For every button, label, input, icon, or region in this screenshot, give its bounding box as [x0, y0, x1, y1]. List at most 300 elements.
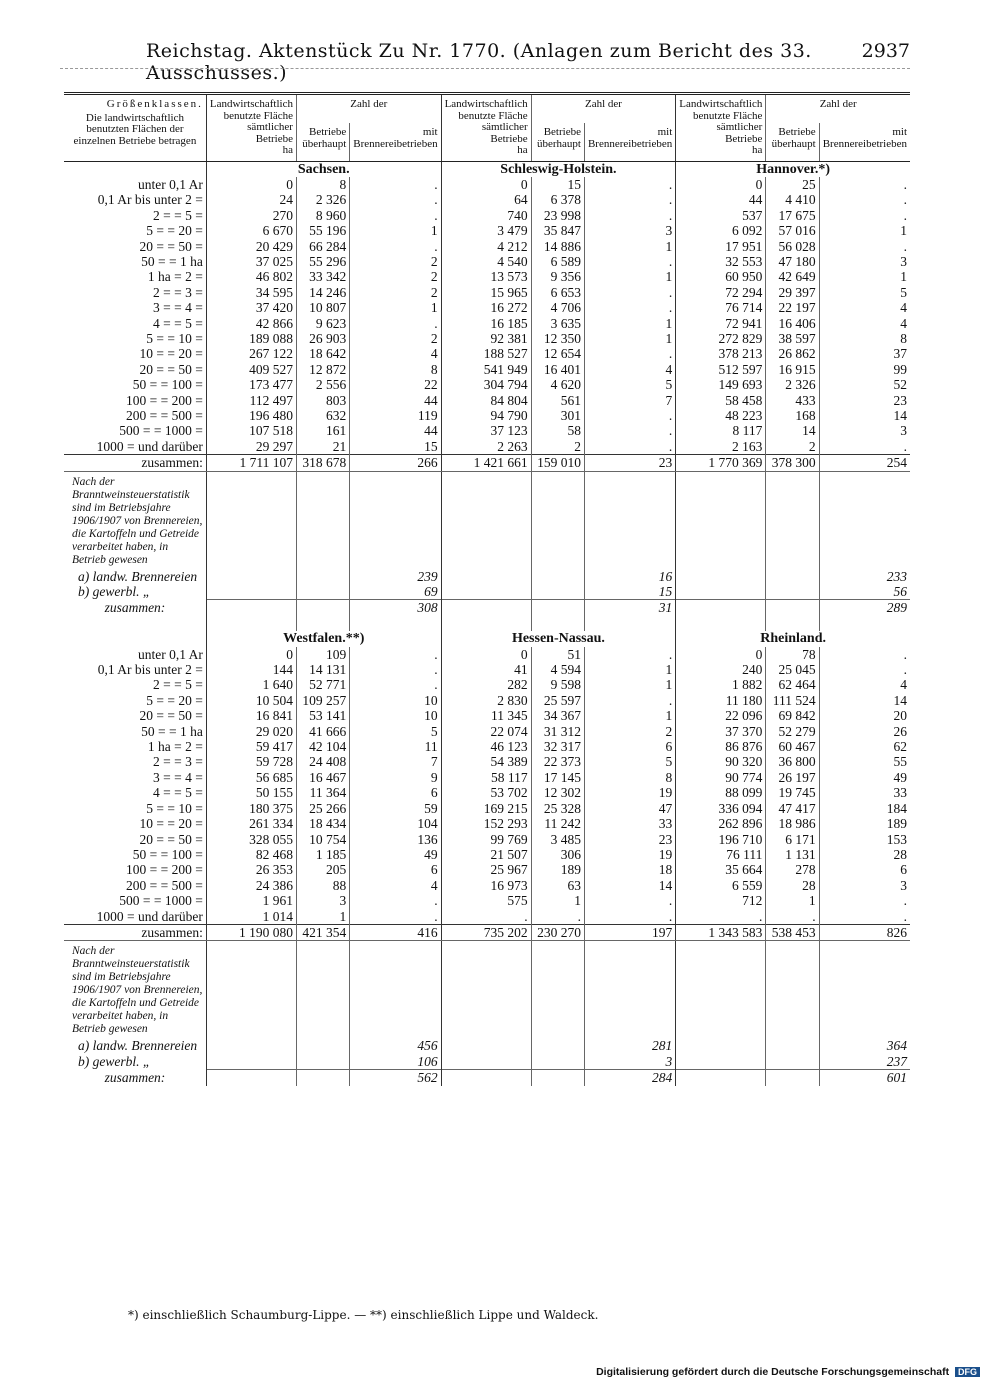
data-cell: 35 847 — [531, 223, 584, 238]
data-cell: 33 — [893, 785, 907, 801]
distillery-count: 15 — [584, 584, 675, 600]
data-cell: 34 367 — [531, 708, 584, 723]
empty-cell — [766, 584, 819, 600]
data-cell: 189 — [531, 862, 584, 877]
data-cell: 26 903 — [296, 331, 349, 346]
size-class-label: 100 = = 200 = — [64, 862, 206, 877]
data-cell: 8 960 — [296, 208, 349, 223]
data-cell: 11 180 — [676, 693, 766, 708]
data-cell: 25 967 — [441, 862, 531, 877]
size-class-label: 10 = = 20 = — [64, 346, 206, 361]
data-cell: 99 769 — [441, 832, 531, 847]
data-cell: 512 597 — [676, 362, 766, 377]
data-cell: 56 685 — [206, 770, 296, 785]
data-cell: 62 — [893, 739, 907, 755]
data-cell: 7 — [584, 393, 675, 408]
data-cell: . — [350, 909, 441, 925]
data-cell: 561 — [531, 393, 584, 408]
data-cell: 433 — [766, 393, 819, 408]
data-cell: 1 — [584, 662, 675, 677]
empty-cell — [676, 569, 766, 584]
data-cell: 4 540 — [441, 254, 531, 269]
data-cell: 104 — [350, 816, 441, 831]
label-column-header: Größenklassen. Die landwirtschaftlich benutzten Flächen der einzelnen Betriebe betragen — [64, 94, 206, 162]
betriebe-header-3: Betriebe überhaupt — [766, 123, 819, 161]
data-cell: 11 364 — [296, 785, 349, 800]
data-cell: 15 — [350, 439, 441, 455]
data-cell: 50 155 — [206, 785, 296, 800]
data-cell: 53 702 — [441, 785, 531, 800]
data-cell: 632 — [296, 408, 349, 423]
data-cell: 58 117 — [441, 770, 531, 785]
data-cell: 1 — [900, 269, 907, 285]
data-cell: 240 — [676, 662, 766, 677]
data-cell: . — [350, 893, 441, 908]
empty-cell — [441, 941, 531, 1039]
empty-cell — [441, 1070, 531, 1086]
region-label-spacer — [64, 631, 206, 646]
data-cell: 44 — [350, 393, 441, 408]
region-title: Westfalen.**) — [206, 631, 441, 646]
mit-header-1: mit Brennereibetrieben — [350, 123, 441, 161]
data-cell: 28 — [893, 846, 907, 862]
data-cell: 1 882 — [676, 677, 766, 692]
data-cell: 740 — [441, 208, 531, 223]
distillery-count: 456 — [350, 1038, 441, 1053]
data-cell: 144 — [206, 662, 296, 677]
size-class-label: 50 = = 100 = — [64, 847, 206, 862]
data-cell: 52 279 — [766, 724, 819, 739]
total-cell: 1 711 107 — [206, 455, 296, 471]
empty-cell — [441, 1054, 531, 1070]
data-cell: . — [903, 192, 907, 208]
data-cell: . — [903, 207, 907, 223]
table-row — [64, 662, 910, 677]
data-cell: 59 417 — [206, 739, 296, 754]
data-cell: 92 381 — [441, 331, 531, 346]
spacer-cell — [296, 616, 349, 631]
data-cell: 3 — [584, 223, 675, 238]
size-class-label: unter 0,1 Ar — [64, 177, 206, 192]
data-cell: 37 — [893, 346, 907, 362]
data-cell: . — [350, 316, 441, 331]
total-label: zusammen: — [64, 455, 206, 471]
data-cell: 188 527 — [441, 346, 531, 361]
size-class-label: 2 = = 5 = — [64, 677, 206, 692]
empty-cell — [296, 584, 349, 600]
size-class-label: 1000 = und darüber — [64, 439, 206, 455]
header-rule — [60, 68, 910, 69]
data-cell: 25 328 — [531, 801, 584, 816]
data-cell: 4 706 — [531, 300, 584, 315]
data-cell: 46 123 — [441, 739, 531, 754]
data-cell: 5 — [584, 377, 675, 392]
size-class-label: 5 = = 10 = — [64, 331, 206, 346]
data-cell: 0 — [441, 647, 531, 662]
data-cell: . — [350, 239, 441, 254]
data-cell: 0 — [206, 177, 296, 192]
betriebe-header-1: Betriebe überhaupt — [296, 123, 349, 161]
data-cell: 189 — [886, 816, 907, 832]
data-cell: 180 375 — [206, 801, 296, 816]
data-cell: 16 401 — [531, 362, 584, 377]
empty-cell — [531, 1070, 584, 1086]
landw-row-label: a) landw. Brennereien — [64, 569, 206, 584]
data-cell: 52 771 — [296, 677, 349, 692]
total-cell: 159 010 — [531, 455, 584, 471]
data-cell: 25 266 — [296, 801, 349, 816]
data-cell: 6 670 — [206, 223, 296, 238]
data-cell: 10 — [350, 693, 441, 708]
size-class-label: 5 = = 10 = — [64, 801, 206, 816]
empty-cell — [441, 471, 531, 569]
data-cell: 161 — [296, 423, 349, 438]
region-title: Rheinland. — [760, 631, 826, 647]
data-cell: . — [350, 647, 441, 662]
data-cell: . — [766, 909, 819, 925]
size-class-label: 100 = = 200 = — [64, 393, 206, 408]
data-cell: 26 — [893, 723, 907, 739]
data-cell: 46 802 — [206, 269, 296, 284]
data-cell: 28 — [766, 878, 819, 893]
data-cell: 3 479 — [441, 223, 531, 238]
distillery-count: 106 — [350, 1054, 441, 1070]
data-cell: 2 — [350, 269, 441, 284]
table-row — [64, 439, 910, 455]
data-cell: 1 — [584, 677, 675, 692]
data-cell: 109 257 — [296, 693, 349, 708]
data-cell: . — [584, 893, 675, 908]
data-cell: 38 597 — [766, 331, 819, 346]
spacer-cell — [676, 616, 766, 631]
region-title: Hannover.*) — [756, 161, 831, 177]
data-cell: 22 373 — [531, 754, 584, 769]
data-cell: . — [350, 208, 441, 223]
data-cell: . — [584, 285, 675, 300]
empty-cell — [584, 471, 675, 569]
data-cell: 2 — [531, 439, 584, 455]
data-cell: . — [584, 423, 675, 438]
data-cell: 22 096 — [676, 708, 766, 723]
size-class-label: 50 = = 1 ha — [64, 724, 206, 739]
distillery-count: 289 — [819, 600, 910, 616]
data-cell: 55 196 — [296, 223, 349, 238]
data-cell: 2 — [584, 724, 675, 739]
data-cell: 4 — [900, 300, 907, 316]
dfg-logo: DFG — [955, 1367, 980, 1377]
empty-cell — [531, 1054, 584, 1070]
data-cell: 112 497 — [206, 393, 296, 408]
distillery-count: 69 — [350, 584, 441, 600]
total-cell: 1 343 583 — [676, 924, 766, 940]
data-cell: . — [584, 909, 675, 925]
empty-cell — [766, 600, 819, 616]
table-row — [64, 801, 910, 816]
empty-cell — [206, 1054, 296, 1070]
data-cell: 52 — [893, 377, 907, 393]
table-row — [64, 362, 910, 377]
data-cell: 267 122 — [206, 346, 296, 361]
data-cell: . — [531, 909, 584, 925]
data-cell: 14 — [893, 408, 907, 423]
data-cell: 18 986 — [766, 816, 819, 831]
table-row — [64, 785, 910, 800]
data-cell: 12 654 — [531, 346, 584, 361]
table-row — [64, 693, 910, 708]
size-class-label: 500 = = 1000 = — [64, 893, 206, 908]
landw-row — [64, 1038, 910, 1053]
data-cell: 109 — [296, 647, 349, 662]
data-cell: 21 507 — [441, 847, 531, 862]
total-cell: 1 770 369 — [676, 455, 766, 471]
footnote: *) einschließlich Schaumburg-Lippe. — **) einschließlich Lippe und Waldeck. — [128, 1308, 599, 1322]
area-header-3: Landwirtschaftlich benutzte Fläche sämtlicher Betriebe ha — [676, 94, 766, 162]
data-cell: 3 — [900, 253, 907, 269]
data-cell: 53 141 — [296, 708, 349, 723]
data-cell: 6 171 — [766, 832, 819, 847]
data-cell: 2 — [350, 331, 441, 346]
distillery-count: 233 — [886, 568, 907, 584]
data-cell: 12 872 — [296, 362, 349, 377]
data-cell: 42 104 — [296, 739, 349, 754]
empty-cell — [296, 569, 349, 584]
size-class-label: 10 = = 20 = — [64, 816, 206, 831]
data-cell: 306 — [531, 847, 584, 862]
data-cell: 18 — [584, 862, 675, 877]
data-cell: 1 961 — [206, 893, 296, 908]
data-cell: 51 — [531, 647, 584, 662]
spacer-cell — [441, 616, 531, 631]
data-cell: 34 595 — [206, 285, 296, 300]
data-cell: 8 — [350, 362, 441, 377]
empty-cell — [441, 600, 531, 616]
data-cell: 84 804 — [441, 393, 531, 408]
empty-cell — [296, 471, 349, 569]
total-cell: 318 678 — [296, 455, 349, 471]
spacer-cell — [64, 616, 206, 631]
data-cell: 16 467 — [296, 770, 349, 785]
gewerbl-row — [64, 584, 910, 600]
size-class-label: 20 = = 50 = — [64, 832, 206, 847]
data-cell: 64 — [441, 192, 531, 207]
data-cell: 270 — [206, 208, 296, 223]
credit-line: Digitalisierung gefördert durch die Deutsche Forschungsgemeinschaft DFG — [596, 1366, 980, 1378]
size-class-label: 5 = = 20 = — [64, 223, 206, 238]
table-row — [64, 192, 910, 207]
mit-header-2: mit Brennereibetrieben — [584, 123, 675, 161]
data-cell: 57 016 — [766, 223, 819, 238]
data-cell: 36 800 — [766, 754, 819, 769]
data-cell: 262 896 — [676, 816, 766, 831]
data-cell: 55 — [893, 754, 907, 770]
data-cell: 18 642 — [296, 346, 349, 361]
data-cell: 22 — [350, 377, 441, 392]
data-cell: 22 197 — [766, 300, 819, 315]
data-cell: 8 — [584, 770, 675, 785]
data-cell: 196 710 — [676, 832, 766, 847]
data-cell: . — [350, 662, 441, 677]
data-cell: 6 — [350, 785, 441, 800]
data-cell: 49 — [893, 769, 907, 785]
data-cell: 712 — [676, 893, 766, 908]
zahl-der-header-3: Zahl der — [766, 94, 910, 124]
data-cell: 59 — [350, 801, 441, 816]
data-cell: . — [903, 176, 907, 192]
data-cell: 1 — [584, 708, 675, 723]
data-cell: 13 573 — [441, 269, 531, 284]
data-cell: 41 666 — [296, 724, 349, 739]
size-class-label: unter 0,1 Ar — [64, 647, 206, 662]
data-cell: 12 302 — [531, 785, 584, 800]
distillery-count: 601 — [819, 1070, 910, 1086]
total-cell: 23 — [584, 455, 675, 471]
table-row — [64, 408, 910, 423]
total-cell: 266 — [350, 455, 441, 471]
data-cell: 58 458 — [676, 393, 766, 408]
data-cell: 8 — [900, 330, 907, 346]
data-cell: . — [584, 208, 675, 223]
data-cell: 24 386 — [206, 878, 296, 893]
data-cell: 41 — [441, 662, 531, 677]
data-cell: 18 434 — [296, 816, 349, 831]
data-cell: 8 — [296, 177, 349, 192]
size-class-label: 20 = = 50 = — [64, 239, 206, 254]
data-cell: 1 — [584, 316, 675, 331]
empty-cell — [676, 1070, 766, 1086]
table-row — [64, 331, 910, 346]
size-class-label: 1000 = und darüber — [64, 909, 206, 925]
size-class-label: 0,1 Ar bis unter 2 = — [64, 192, 206, 207]
empty-cell — [766, 1070, 819, 1086]
data-cell: 99 — [893, 361, 907, 377]
data-cell: 4 — [584, 362, 675, 377]
data-cell: 189 088 — [206, 331, 296, 346]
size-class-label: 4 = = 5 = — [64, 316, 206, 331]
data-cell: 8 117 — [676, 423, 766, 438]
empty-cell — [584, 941, 675, 1039]
zusammen-row — [64, 1070, 910, 1086]
data-cell: 66 284 — [296, 239, 349, 254]
size-class-label: 20 = = 50 = — [64, 708, 206, 723]
size-class-label: 500 = = 1000 = — [64, 423, 206, 438]
total-label: zusammen: — [64, 924, 206, 940]
data-cell: 4 212 — [441, 239, 531, 254]
data-cell: 3 635 — [531, 316, 584, 331]
data-cell: 15 — [531, 177, 584, 192]
data-cell: 78 — [766, 647, 819, 662]
data-cell: 72 941 — [676, 316, 766, 331]
data-cell: 6 — [350, 862, 441, 877]
data-cell: . — [903, 662, 907, 678]
table-row — [64, 909, 910, 925]
total-cell: 1 421 661 — [441, 455, 531, 471]
data-cell: 378 213 — [676, 346, 766, 361]
table-row — [64, 739, 910, 754]
data-cell: 37 370 — [676, 724, 766, 739]
data-cell: 31 312 — [531, 724, 584, 739]
table-row — [64, 423, 910, 438]
data-cell: 6 092 — [676, 223, 766, 238]
data-cell: 25 045 — [766, 662, 819, 677]
gewerbl-row — [64, 1054, 910, 1070]
data-cell: 304 794 — [441, 377, 531, 392]
table-row — [64, 377, 910, 392]
size-class-label: 0,1 Ar bis unter 2 = — [64, 662, 206, 677]
data-cell: 6 — [584, 739, 675, 754]
data-cell: 136 — [350, 832, 441, 847]
data-cell: . — [903, 438, 907, 454]
data-cell: 3 — [900, 877, 907, 893]
table-row — [64, 893, 910, 908]
data-cell: . — [584, 647, 675, 662]
page-header — [60, 38, 910, 84]
empty-cell — [296, 1054, 349, 1070]
empty-cell — [206, 1070, 296, 1086]
data-cell: 88 099 — [676, 785, 766, 800]
data-cell: . — [903, 238, 907, 254]
data-cell: 60 950 — [676, 269, 766, 284]
data-cell: 2 326 — [766, 377, 819, 392]
data-cell: 94 790 — [441, 408, 531, 423]
empty-cell — [766, 1054, 819, 1070]
data-cell: 15 965 — [441, 285, 531, 300]
gewerbl-row-label: b) gewerbl. „ — [64, 584, 206, 600]
data-cell: 272 829 — [676, 331, 766, 346]
data-cell: 76 111 — [676, 847, 766, 862]
data-cell: 26 862 — [766, 346, 819, 361]
data-cell: . — [584, 192, 675, 207]
table-row — [64, 816, 910, 831]
zahl-der-header-1: Zahl der — [296, 94, 441, 124]
data-cell: 1 — [900, 223, 907, 239]
betriebe-header-2: Betriebe überhaupt — [531, 123, 584, 161]
data-cell: 149 693 — [676, 377, 766, 392]
data-cell: 29 297 — [206, 439, 296, 455]
data-cell: 11 — [350, 739, 441, 754]
empty-cell — [441, 1038, 531, 1053]
total-cell: 1 190 080 — [206, 924, 296, 940]
data-cell: 16 915 — [766, 362, 819, 377]
data-cell: 2 163 — [676, 439, 766, 455]
data-cell: 1 — [350, 300, 441, 315]
empty-cell — [766, 941, 819, 1039]
data-cell: 21 — [296, 439, 349, 455]
data-cell: 60 467 — [766, 739, 819, 754]
data-cell: 301 — [531, 408, 584, 423]
data-cell: 409 527 — [206, 362, 296, 377]
data-cell: 10 504 — [206, 693, 296, 708]
data-cell: . — [903, 646, 907, 662]
data-cell: 14 131 — [296, 662, 349, 677]
data-cell: 20 429 — [206, 239, 296, 254]
distillery-count: 3 — [584, 1054, 675, 1070]
landw-row-label: a) landw. Brennereien — [64, 1038, 206, 1053]
table-row — [64, 285, 910, 300]
data-cell: 575 — [441, 893, 531, 908]
empty-cell — [206, 600, 296, 616]
size-class-label: 4 = = 5 = — [64, 785, 206, 800]
table-row — [64, 832, 910, 847]
data-cell: 49 — [350, 847, 441, 862]
size-class-label: 200 = = 500 = — [64, 408, 206, 423]
data-cell: 14 — [766, 423, 819, 438]
table-row — [64, 208, 910, 223]
table-row — [64, 239, 910, 254]
data-cell: 14 886 — [531, 239, 584, 254]
table-row — [64, 677, 910, 692]
landw-row — [64, 569, 910, 584]
table-row — [64, 177, 910, 192]
